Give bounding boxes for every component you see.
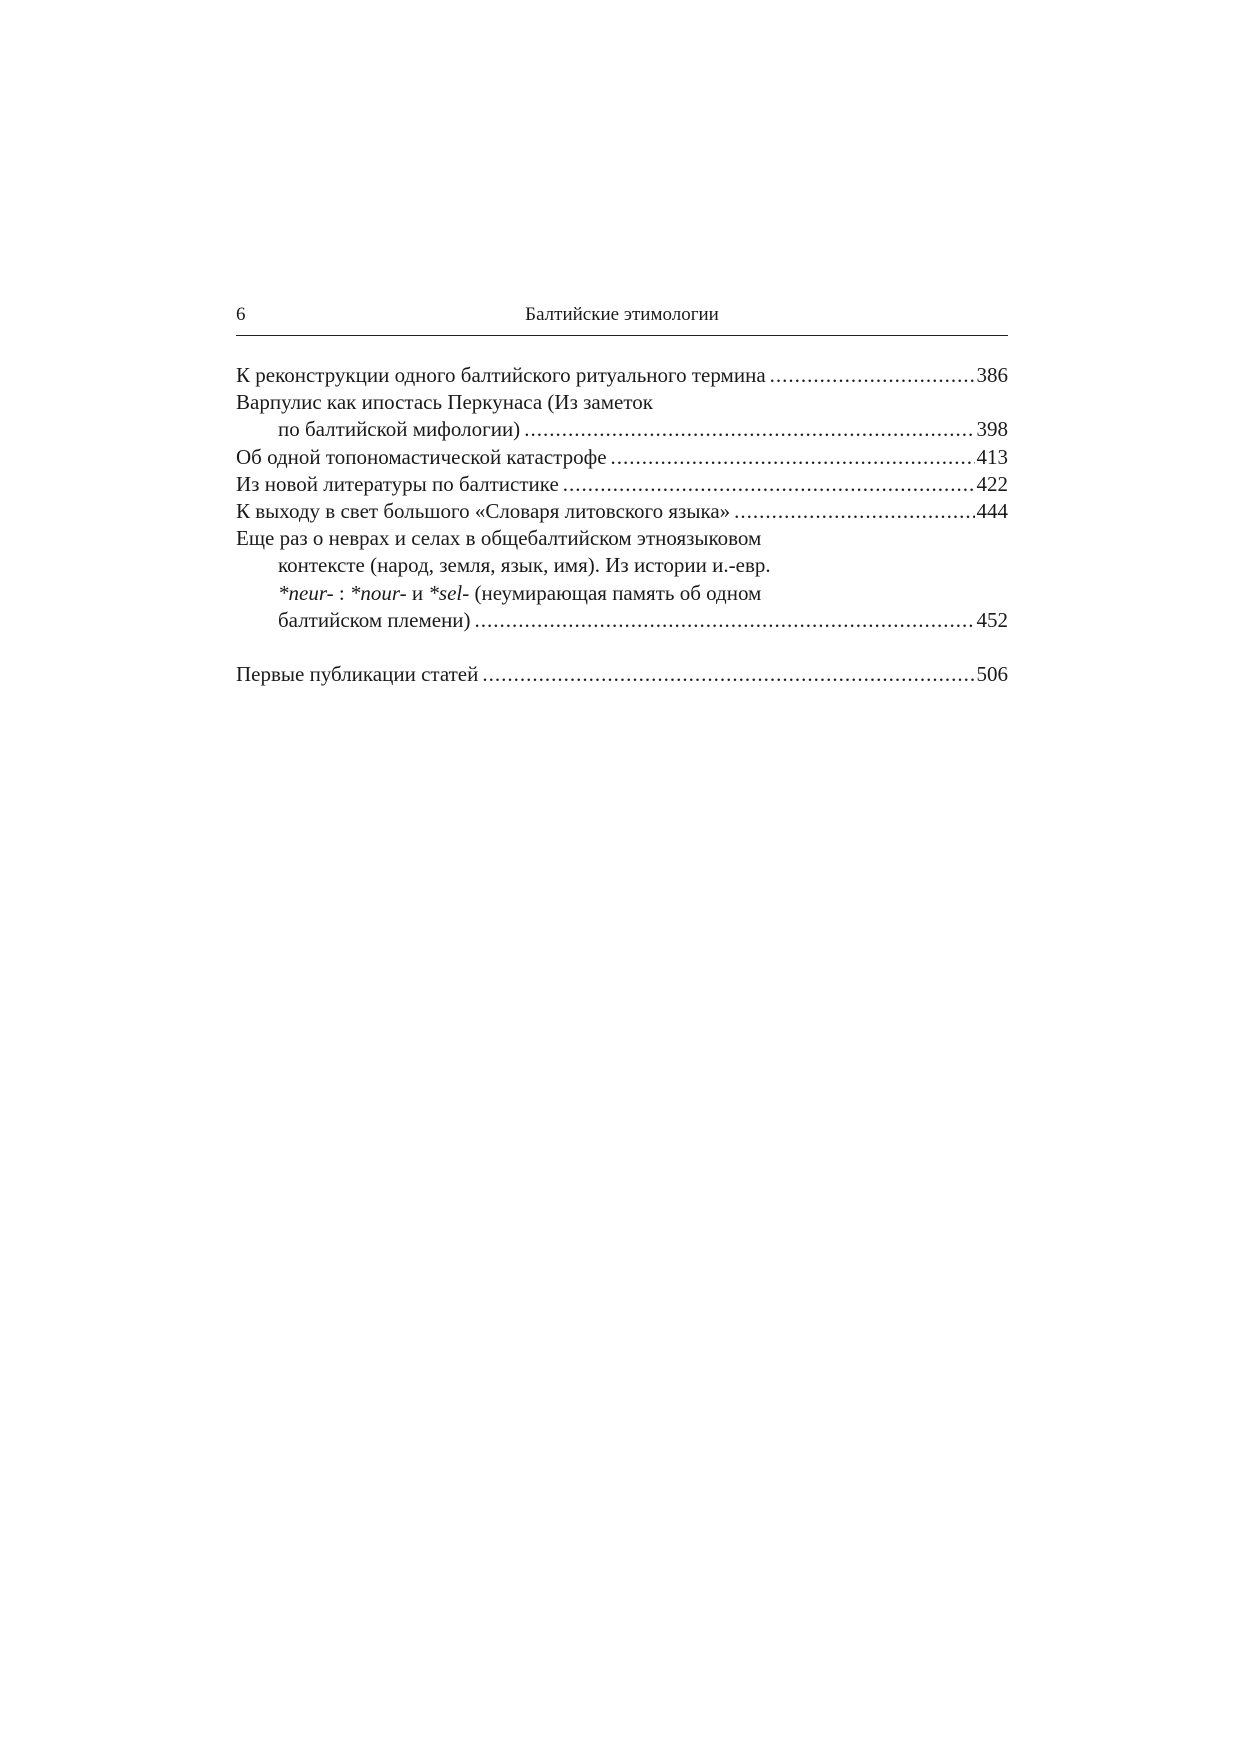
- toc-entry-page: 452: [976, 607, 1008, 632]
- toc-entry-page: 444: [976, 499, 1008, 524]
- dot-leader: [770, 362, 975, 389]
- dot-leader: [475, 607, 975, 634]
- dot-leader: [482, 661, 974, 688]
- toc-entry-title-continued: балтийском племени): [278, 607, 471, 632]
- toc-entry-title-continued: по балтийской мифологии): [278, 417, 521, 442]
- toc-entry-line[interactable]: [236, 416, 1008, 443]
- toc-entry[interactable]: [236, 444, 1008, 471]
- title-text: (неумирающая память об одном: [469, 580, 762, 605]
- toc-entry-title: К выходу в свет большого «Словаря литовского языка»: [236, 499, 731, 524]
- table-of-contents: [236, 362, 1008, 688]
- separator: :: [333, 580, 350, 605]
- toc-entry-line[interactable]: [236, 607, 1008, 634]
- separator: и: [406, 580, 429, 605]
- toc-entry-page: 386: [976, 363, 1008, 387]
- toc-entry[interactable]: [236, 661, 1008, 688]
- toc-entry-title-continued: [278, 580, 761, 607]
- toc-entry-page: 422: [976, 471, 1008, 496]
- toc-entry-title: Об одной топономастической катастрофе: [236, 444, 607, 469]
- toc-entry-title: Еще раз о неврах и селах в общебалтийском этноязыковом: [236, 526, 762, 551]
- spacer: [236, 634, 1008, 661]
- reconstructed-root: *neur-: [278, 580, 334, 605]
- toc-entry-page: 413: [976, 444, 1008, 469]
- toc-entry[interactable]: [236, 498, 1008, 525]
- toc-entry-title: К реконструкции одного балтийского ритуального термина: [236, 363, 766, 387]
- dot-leader: [611, 444, 975, 471]
- toc-entry-page: 398: [976, 417, 1008, 442]
- toc-entry-line[interactable]: [236, 580, 1008, 607]
- toc-entry-title: Варпулис как ипостась Перкунаса (Из заметок: [236, 390, 653, 415]
- toc-entry-line[interactable]: [236, 552, 1008, 579]
- dot-leader: [563, 471, 975, 498]
- toc-entry-page: 506: [976, 662, 1008, 687]
- dot-leader: [734, 498, 974, 525]
- running-title: Балтийские этимологии: [525, 304, 719, 325]
- toc-entry-title-continued: контексте (народ, земля, язык, имя). Из истории и.-евр.: [278, 553, 771, 578]
- page-number: 6: [236, 304, 246, 325]
- toc-entry-line[interactable]: [236, 525, 1008, 552]
- reconstructed-root: *sel-: [428, 580, 470, 605]
- toc-entry[interactable]: [236, 471, 1008, 498]
- toc-entry[interactable]: [236, 362, 1008, 389]
- header-rule: [236, 335, 1008, 336]
- running-head: [236, 304, 1008, 334]
- toc-entry-title: Из новой литературы по балтистике: [236, 471, 559, 496]
- toc-entry-title: Первые публикации статей: [236, 662, 479, 687]
- dot-leader: [524, 416, 974, 443]
- toc-entry-line[interactable]: [236, 389, 1008, 416]
- reconstructed-root: *nour-: [349, 580, 407, 605]
